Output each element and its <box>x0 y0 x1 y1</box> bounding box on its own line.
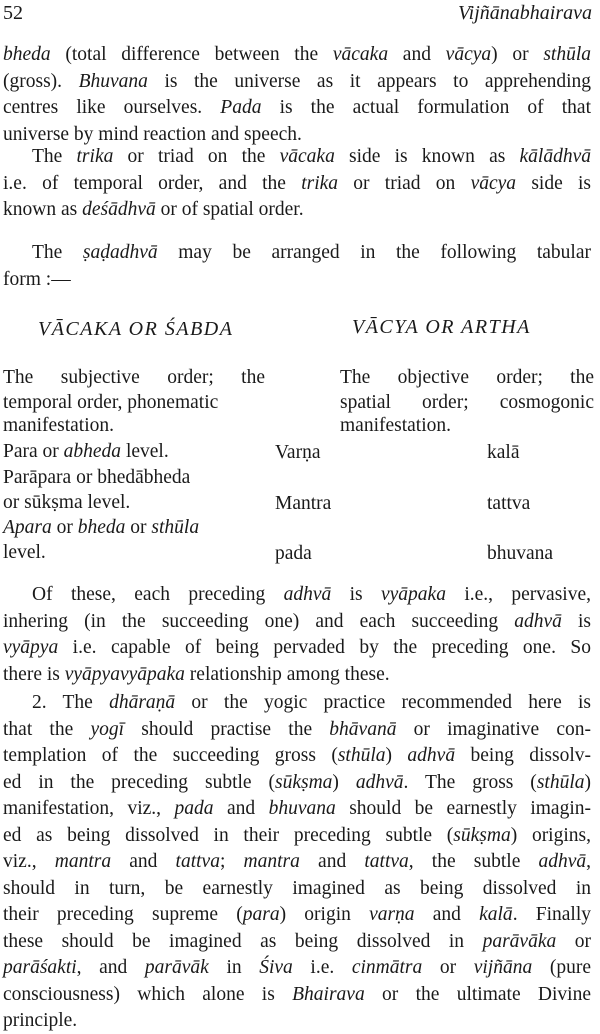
text-line <box>3 929 591 955</box>
text-run: universe by mind reaction and speech. <box>3 123 302 145</box>
text-run: should in turn, be earnestly imagined as being dissolved in <box>3 877 591 899</box>
text-line <box>3 171 591 197</box>
italic-term: sthūla <box>337 745 386 766</box>
italic-term: adhvā <box>538 851 587 872</box>
text-run: should practise the <box>124 718 330 740</box>
text-run: ) or <box>491 44 544 65</box>
italic-term: vācaka <box>279 146 335 167</box>
text-run: , <box>586 851 592 872</box>
italic-term: vyāpaka <box>381 584 446 605</box>
text-run: or the ultimate Divine <box>364 983 591 1005</box>
table-header-vacya: VĀCYA OR ARTHA <box>352 316 531 338</box>
text-run: is <box>331 584 381 605</box>
text-run: (pure <box>532 957 591 978</box>
vacaka-cell: pada <box>275 543 312 564</box>
text-run: ) <box>584 771 591 793</box>
text-run: The <box>32 242 83 263</box>
text-run: ; <box>219 851 244 872</box>
text-line <box>3 849 591 875</box>
text-run: or of spatial order. <box>155 199 304 220</box>
text-run: . Finally <box>512 904 592 925</box>
text-line <box>3 982 591 1008</box>
text-run: Para or <box>3 441 64 462</box>
vacya-cell: tattva <box>487 493 531 514</box>
text-run: ) <box>385 745 408 766</box>
text-run: or <box>51 517 78 538</box>
italic-term: deśādhvā <box>82 199 156 220</box>
text-run: i.e. capable of being pervaded by the preceding one. So <box>58 637 591 658</box>
italic-term: adhvā <box>514 610 562 632</box>
italic-term: parāvāka <box>482 930 557 952</box>
text-run: their preceding supreme ( <box>3 904 243 925</box>
text-line <box>3 635 591 661</box>
italic-term: bheda <box>77 517 126 538</box>
italic-term: mantra <box>54 851 112 872</box>
text-run: or <box>556 930 591 952</box>
italic-term: mantra <box>243 851 300 872</box>
table-header-vacaka: VĀCAKA OR ŚABDA <box>38 318 234 340</box>
italic-term: abheda <box>63 441 122 462</box>
text-run: viz., <box>3 851 55 872</box>
text-line <box>3 717 591 743</box>
page-header <box>3 2 592 32</box>
text-run: ed as being dissolved in their preceding subtle ( <box>3 824 454 846</box>
vacya-cell: kalā <box>487 442 520 463</box>
text-run: that the <box>3 718 91 740</box>
italic-term: sthūla <box>151 517 200 538</box>
text-run: or triad on the <box>113 146 280 167</box>
italic-term: vācya <box>445 44 492 65</box>
text-run: consciousness) which alone is <box>3 983 293 1005</box>
level-cell <box>3 541 46 565</box>
text-run: templation of the succeeding gross ( <box>3 745 338 766</box>
description-left-line: The subjective order; the <box>3 367 265 388</box>
italic-term: adhvā <box>355 771 404 793</box>
italic-term: bheda <box>3 44 51 65</box>
text-run: i.e. <box>292 957 352 978</box>
text-line <box>32 582 591 608</box>
text-line <box>3 770 591 796</box>
text-line <box>3 42 591 68</box>
text-run: and <box>299 851 365 872</box>
page-number: 52 <box>3 2 23 24</box>
vacya-cell: bhuvana <box>487 543 554 564</box>
italic-term: ṣaḍadhvā <box>82 242 158 263</box>
text-run: i.e., pervasive, <box>445 584 591 605</box>
italic-term: tattva <box>364 851 409 872</box>
italic-term: yogī <box>90 718 125 740</box>
text-run: Of these, each preceding <box>32 584 284 605</box>
text-run: and <box>213 798 269 819</box>
text-line <box>32 240 591 266</box>
text-run: relationship among these. <box>184 663 390 685</box>
text-run: may be arranged in the following tabular <box>157 242 591 263</box>
italic-term: cinmātra <box>351 957 423 978</box>
italic-term: Bhuvana <box>78 70 148 92</box>
description-right-line: manifestation. <box>340 415 452 436</box>
text-line <box>3 197 591 223</box>
text-line <box>3 662 591 688</box>
italic-term: Pada <box>220 97 262 118</box>
text-line <box>3 955 591 981</box>
text-run: or sūkṣma level. <box>3 492 131 513</box>
text-run: or <box>422 957 474 978</box>
vacaka-cell: Mantra <box>275 493 332 514</box>
italic-term: sthūla <box>543 44 591 65</box>
text-run: or triad on <box>338 172 471 194</box>
text-line <box>3 1008 591 1034</box>
italic-term: adhvā <box>407 745 456 766</box>
text-run: ) <box>332 771 356 793</box>
text-line <box>3 267 591 293</box>
text-run: there is <box>3 663 65 685</box>
italic-term: Bhairava <box>292 983 365 1005</box>
level-cell <box>3 466 190 490</box>
text-run: ) origin <box>279 904 370 925</box>
text-run: The <box>32 146 77 167</box>
text-run: or the yogic practice recommended here is <box>175 692 591 713</box>
italic-term: sūkṣma <box>453 824 511 846</box>
text-line <box>3 796 591 822</box>
text-run: form :— <box>3 268 71 290</box>
text-run: these should be imagined as being dissolved in <box>3 930 483 952</box>
italic-term: vācya <box>470 172 517 194</box>
text-run: is <box>561 610 591 632</box>
italic-term: tattva <box>175 851 220 872</box>
italic-term: para <box>242 904 280 925</box>
text-run: ed in the preceding subtle ( <box>3 771 275 793</box>
italic-term: Apara <box>3 517 52 538</box>
text-run: is the actual formulation of that <box>261 97 591 118</box>
text-run: ) origins, <box>510 824 591 846</box>
text-run: known as <box>3 199 83 220</box>
italic-term: dhāraṇā <box>109 692 176 713</box>
level-cell <box>3 516 199 540</box>
text-run: should be earnestly imagin- <box>335 798 592 819</box>
text-run: Parāpara or bhedābheda <box>3 467 191 488</box>
italic-term: vyāpyavyāpaka <box>64 663 185 685</box>
text-run: level. <box>121 441 169 462</box>
text-line <box>3 609 591 635</box>
italic-term: sthūla <box>536 771 585 793</box>
text-run: and <box>388 44 446 65</box>
text-run: being dissolv- <box>455 745 591 766</box>
italic-term: sūkṣma <box>275 771 333 793</box>
text-run: and <box>111 851 176 872</box>
italic-term: kalā <box>479 904 513 925</box>
italic-term: pada <box>174 798 214 819</box>
text-run: centres like ourselves. <box>3 97 221 118</box>
text-run: , the subtle <box>408 851 539 872</box>
text-run: or imaginative con- <box>396 718 591 740</box>
italic-term: trika <box>301 172 339 194</box>
text-run: and <box>414 904 480 925</box>
italic-term: adhvā <box>283 584 332 605</box>
text-run: i.e. of temporal order, and the <box>3 172 302 194</box>
text-run: inhering (in the succeeding one) and each succeeding <box>3 610 515 632</box>
italic-term: kālādhvā <box>519 146 591 167</box>
italic-term: vācaka <box>332 44 389 65</box>
italic-term: vijñāna <box>473 957 533 978</box>
text-run: side is <box>516 172 591 194</box>
italic-term: bhuvana <box>268 798 336 819</box>
text-line <box>32 690 591 716</box>
text-line <box>3 876 591 902</box>
italic-term: Śiva <box>259 957 293 978</box>
level-cell <box>3 440 169 464</box>
text-run: . The gross ( <box>403 771 537 793</box>
text-run: principle. <box>3 1010 78 1031</box>
text-run: level. <box>3 542 46 563</box>
text-run: side is known as <box>334 146 520 167</box>
text-line <box>3 95 591 121</box>
text-run: (total difference between the <box>50 44 333 65</box>
description-left-line: temporal order, phonematic <box>3 392 219 413</box>
italic-term: vyāpya <box>3 637 59 658</box>
text-line <box>3 902 591 928</box>
text-run: manifestation, viz., <box>3 798 175 819</box>
description-left-line: manifestation. <box>3 415 115 436</box>
italic-term: parāvāk <box>144 957 209 978</box>
italic-term: parāśakti <box>3 957 77 978</box>
text-run: or <box>125 517 152 538</box>
text-run: is the universe as it appears to apprehending <box>147 70 591 92</box>
text-run: in <box>208 957 260 978</box>
italic-term: bhāvanā <box>329 718 397 740</box>
text-run: (gross). <box>3 70 79 92</box>
level-cell <box>3 491 130 515</box>
text-line <box>32 144 591 170</box>
description-right-line: spatial order; cosmogonic <box>340 392 594 413</box>
description-right-line: The objective order; the <box>340 367 594 388</box>
text-line <box>3 743 591 769</box>
text-line <box>3 823 591 849</box>
italic-term: trika <box>76 146 114 167</box>
text-run: , and <box>76 957 145 978</box>
italic-term: varṇa <box>369 904 415 925</box>
text-line <box>3 69 591 95</box>
running-title: Vijñānabhairava <box>457 2 592 24</box>
vacaka-cell: Varṇa <box>275 442 321 463</box>
text-run: 2. The <box>32 692 110 713</box>
